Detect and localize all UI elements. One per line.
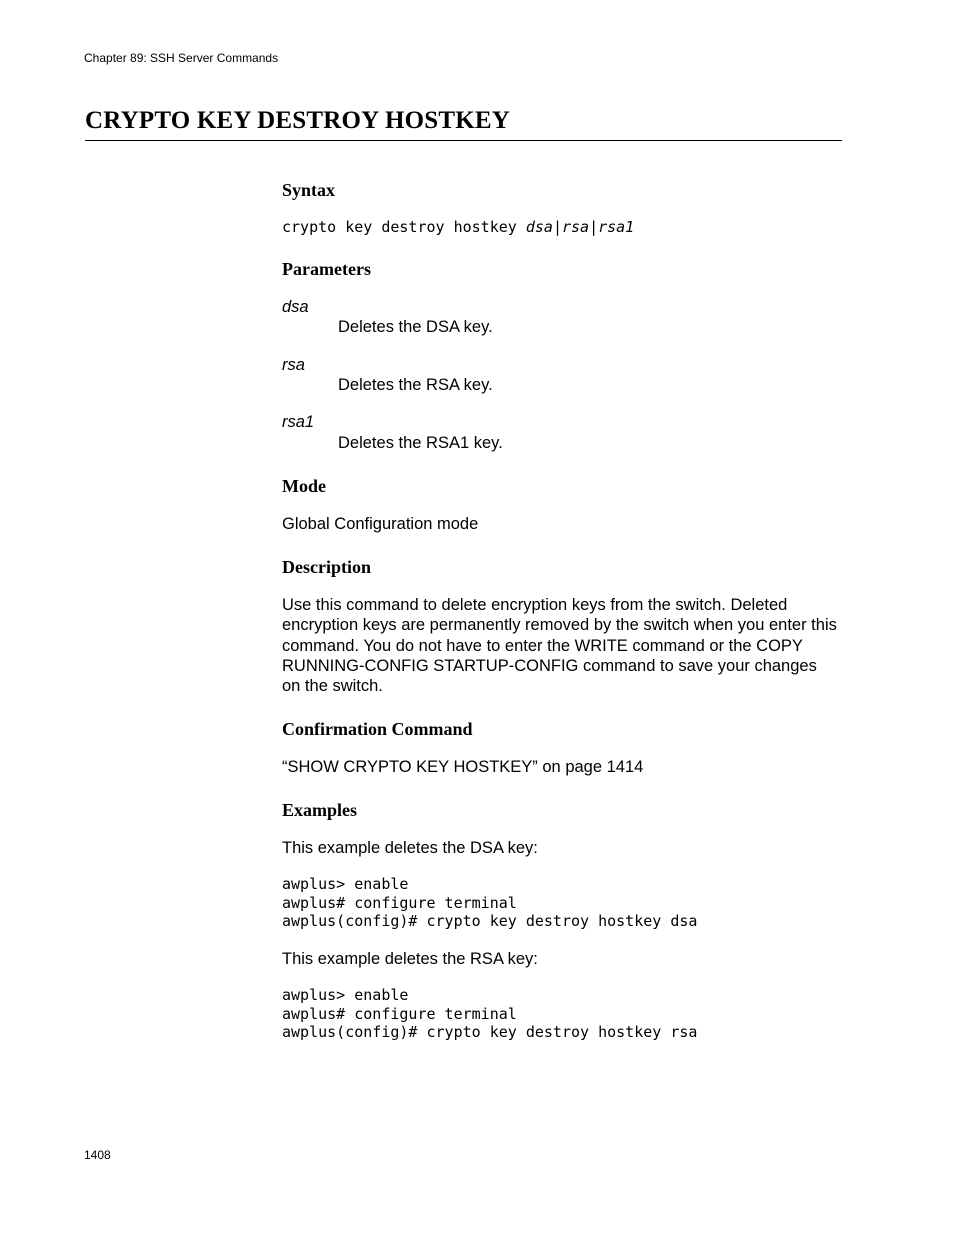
syntax-separator: | [552,218,562,236]
page-title: CRYPTO KEY DESTROY HOSTKEY [85,107,510,134]
parameter-name: rsa1 [282,413,315,431]
confirmation-heading: Confirmation Command [282,719,473,739]
syntax-command: crypto key destroy hostkey [282,218,526,236]
mode-text: Global Configuration mode [282,515,479,533]
parameter-name: rsa [282,356,305,374]
example-code-block: awplus> enable awplus# configure terminal awplus(config)# crypto key destroy hostkey rsa [282,986,698,1042]
syntax-option-rsa: rsa [561,218,590,236]
description-heading: Description [282,557,371,577]
parameter-description: Deletes the RSA key. [338,376,493,394]
syntax-separator: | [589,218,599,236]
example-intro: This example deletes the DSA key: [282,839,538,857]
example-code-block: awplus> enable awplus# configure terminal awplus(config)# crypto key destroy hostkey dsa [282,875,698,931]
page-number: 1408 [84,1148,111,1162]
running-header: Chapter 89: SSH Server Commands [84,51,279,65]
parameter-description: Deletes the DSA key. [338,318,493,336]
syntax-option-dsa: dsa [525,218,553,236]
mode-heading: Mode [282,476,326,496]
syntax-line [282,218,634,236]
confirmation-link[interactable]: “SHOW CRYPTO KEY HOSTKEY” on page 1414 [282,758,644,776]
examples-heading: Examples [282,800,358,820]
title-divider [85,140,842,141]
description-text: Use this command to delete encryption keys from the switch. Deleted encryption keys are permanently removed by the switch when you enter this command. You do not have to enter the WRITE command or the COPY RUNNING-CONFIG STARTUP-CONFIG command to save your changes on the switch. [282,596,837,696]
syntax-option-rsa1: rsa1 [598,218,635,236]
syntax-heading: Syntax [282,180,336,200]
example-intro: This example deletes the RSA key: [282,950,538,968]
parameter-description: Deletes the RSA1 key. [338,434,503,452]
parameters-heading: Parameters [282,259,371,279]
parameter-name: dsa [282,298,309,316]
